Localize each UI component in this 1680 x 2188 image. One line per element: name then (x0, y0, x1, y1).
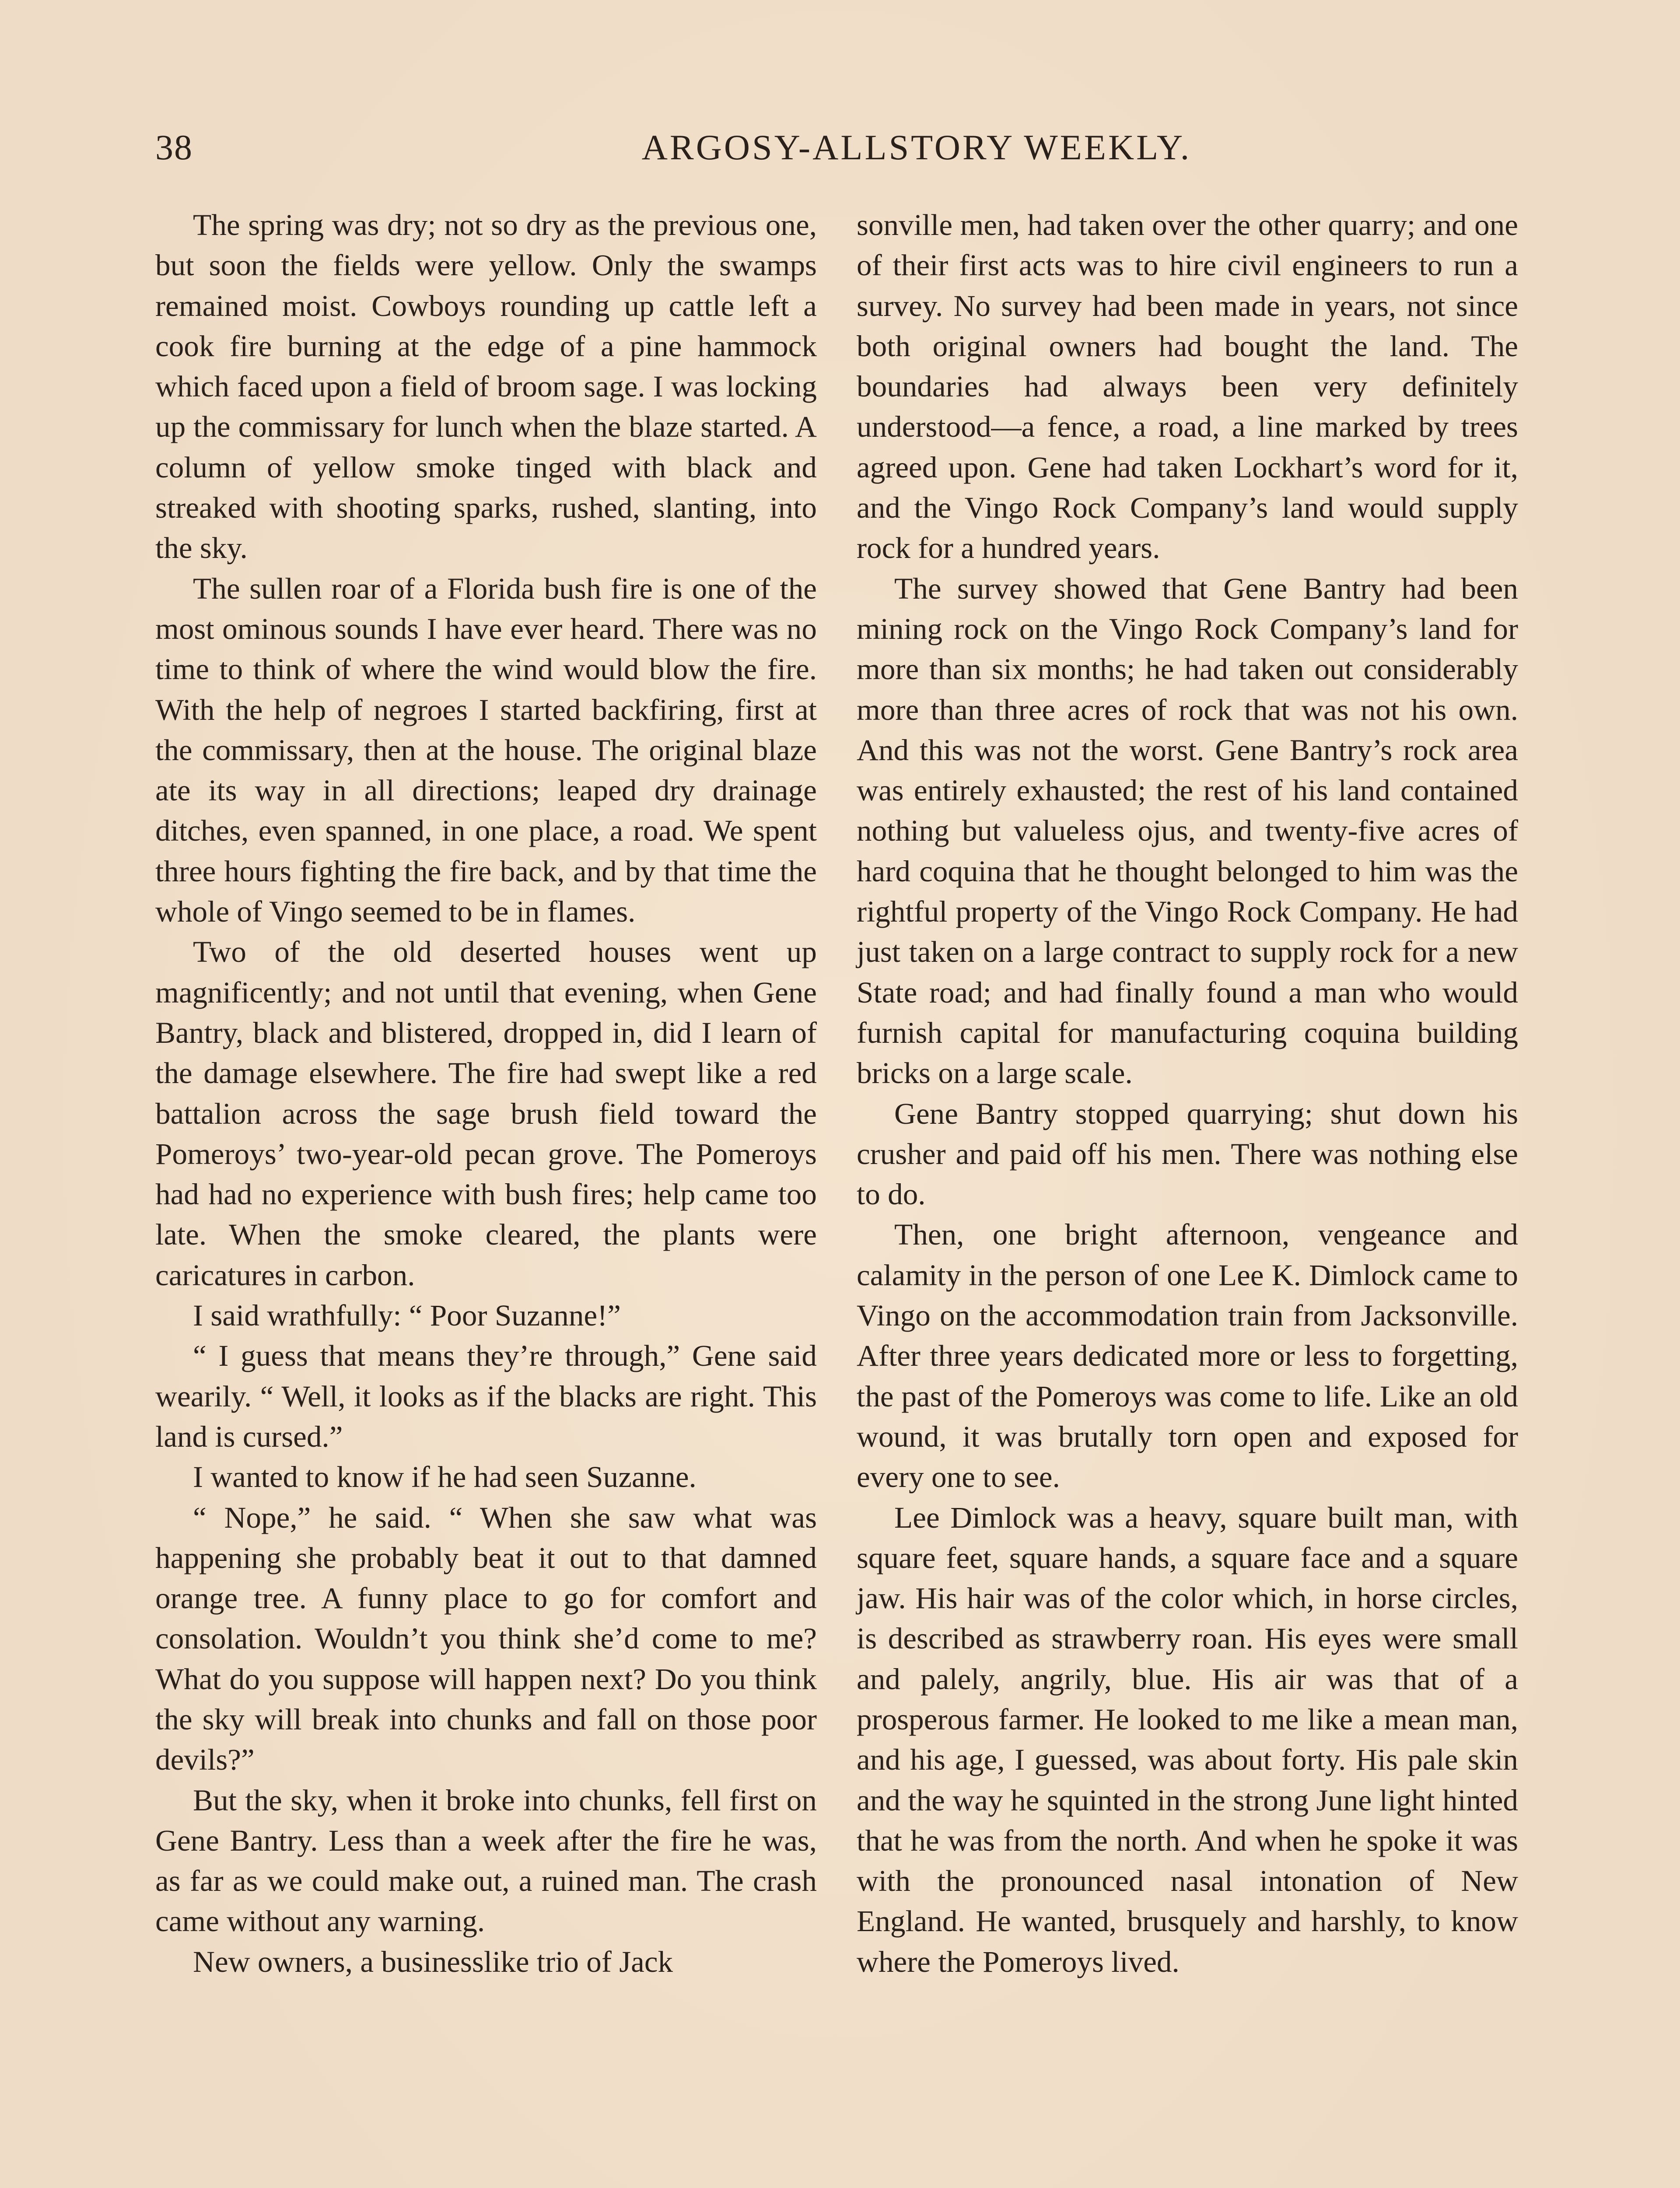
paragraph: Lee Dimlock was a heavy, square built man, with square feet, square hands, a square face and a square jaw. His hair was of the color which, in horse circles, is described as strawberry roan. His eyes were small and palely, angrily, blue. His air was that of a prosperous farmer. He looked to me like a mean man, and his age, I guessed, was about forty. His pale skin and the way he squinted in the strong June light hinted that he was from the north. And when he spoke it was with the pronounced nasal intonation of New England. He wanted, brusquely and harshly, to know where the Pomeroys lived. (857, 1500, 1518, 1978)
right-column (857, 205, 1518, 1982)
paragraph: The sullen roar of a Florida bush fire is one of the most ominous sounds I have ever heard. There was no time to think of where the wind would blow the fire. With the help of negroes I started backfiring, first at the commissary, then at the house. The original blaze ate its way in all directions; leaped dry drainage ditches, even spanned, in one place, a road. We spent three hours fighting the fire back, and by that time the whole of Vingo seemed to be in flames. (155, 571, 817, 929)
paragraph: New owners, a businesslike trio of Jack (193, 1944, 673, 1978)
paragraph-continued: sonville men, had taken over the other quarry; and one of their first acts was to hire civil engineers to run a survey. No survey had been made in years, not since both original owners had bought the land. The boundaries had always been very definitely understood—a fence, a road, a line marked by trees agreed upon. Gene had taken Lockhart’s word for it, and the Vingo Rock Company’s land would supply rock for a hundred years. (857, 208, 1518, 565)
left-column (155, 205, 817, 1982)
page-number: 38 (155, 127, 193, 167)
paragraph: Two of the old deserted houses went up magnificently; and not until that evening, when Gene Bantry, black and blistered, dropped in, did I learn of the damage elsewhere. The fire had swept like a red battalion across the sage brush field toward the Pomeroys’ two-year-old pecan grove. The Pomeroys had had no experience with bush fires; help came too late. When the smoke cleared, the plants were caricatures in carbon. (155, 935, 817, 1292)
paragraph: I wanted to know if he had seen Suzanne. (193, 1460, 696, 1494)
paragraph: Gene Bantry stopped quarrying; shut down his crusher and paid off his men. There was nothing else to do. (857, 1096, 1518, 1211)
paragraph: The survey showed that Gene Bantry had been mining rock on the Vingo Rock Company’s land for more than six months; he had taken out considerably more than three acres of rock that was not his own. And this was not the worst. Gene Bantry’s rock area was entirely exhausted; the rest of his land contained nothing but valueless ojus, and twenty-five acres of hard coquina that he thought belonged to him was the rightful property of the Vingo Rock Company. He had just taken on a large contract to supply rock for a new State road; and had finally found a man who would furnish capital for manufacturing coquina building bricks on a large scale. (857, 571, 1518, 1090)
page-header (155, 127, 1463, 175)
paragraph: Then, one bright afternoon, vengeance and calamity in the person of one Lee K. Dimlock came to Vingo on the accommodation train from Jacksonville. After three years dedicated more or less to forgetting, the past of the Pomeroys was come to life. Like an old wound, it was brutally torn open and exposed for every one to see. (857, 1217, 1518, 1494)
paragraph: But the sky, when it broke into chunks, fell first on Gene Bantry. Less than a week after the fire he was, as far as we could make out, a ruined man. The crash came without any warning. (155, 1783, 817, 1938)
paragraph: The spring was dry; not so dry as the previous one, but soon the fields were yellow. Only the swamps remained moist. Cowboys rounding up cattle left a cook fire burning at the edge of a pine hammock which faced upon a field of broom sage. I was locking up the commissary for lunch when the blaze started. A column of yellow smoke tinged with black and streaked with shooting sparks, rushed, slanting, into the sky. (155, 208, 817, 565)
running-title: ARGOSY-ALLSTORY WEEKLY. (641, 127, 1192, 167)
paragraph: I said wrathfully: “ Poor Suzanne!” (193, 1298, 621, 1332)
paragraph: “ I guess that means they’re through,” Gene said wearily. “ Well, it looks as if the blacks are right. This land is cursed.” (155, 1339, 817, 1453)
paragraph: “ Nope,” he said. “ When she saw what was happening she probably beat it out to that damned orange tree. A funny place to go for comfort and consolation. Wouldn’t you think she’d come to me? What do you suppose will happen next? Do you think the sky will break into chunks and fall on those poor devils?” (155, 1500, 817, 1777)
